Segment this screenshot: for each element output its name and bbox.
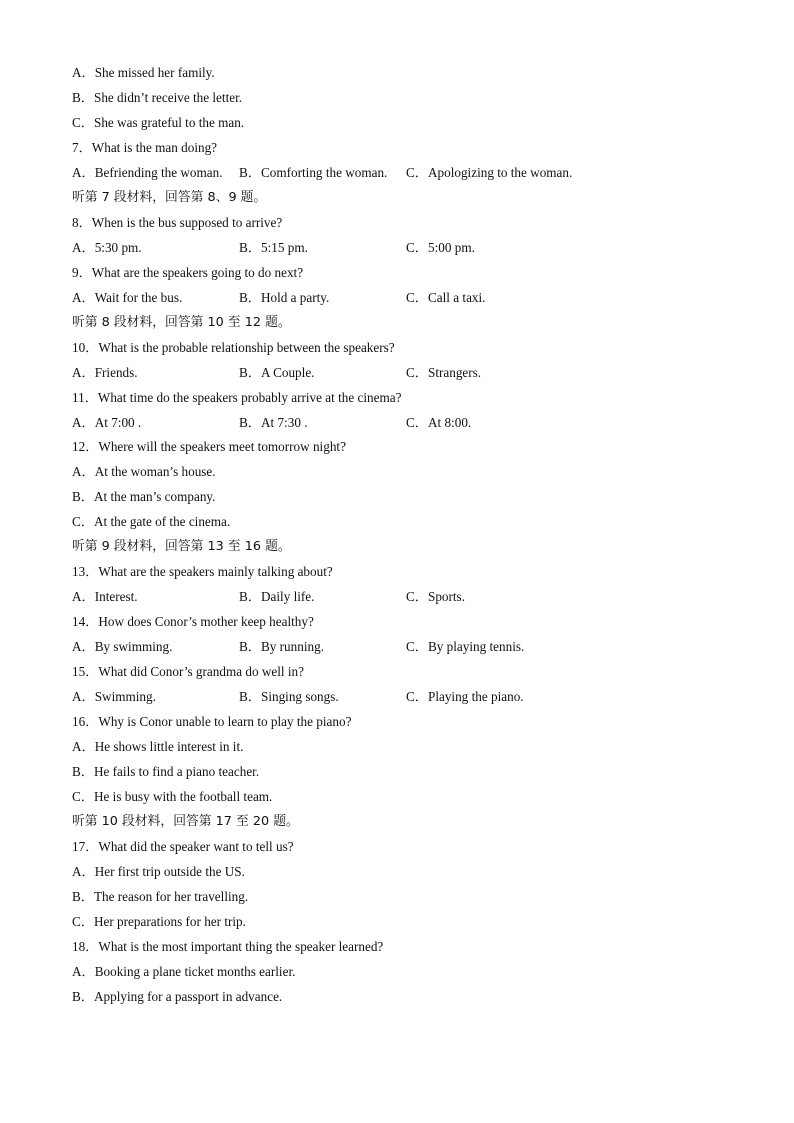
q14-question: 14．How does Conor’s mother keep healthy? [72, 614, 314, 629]
q11-options [72, 410, 752, 435]
q9-options [72, 285, 752, 310]
q15-question: 15．What did Conor’s grandma do well in? [72, 664, 304, 679]
section-header-7: 听第 7 段材料，回答第 8、9 题。 [72, 190, 267, 205]
q9-option-b: B．Hold a party. [239, 290, 330, 305]
section-header-9: 听第 9 段材料，回答第 13 至 16 题。 [72, 539, 291, 554]
q9-option-c: C．Call a taxi. [406, 290, 486, 305]
q11-option-c: C．At 8:00. [406, 415, 472, 430]
q15-options [72, 684, 752, 709]
q10-question: 10．What is the probable relationship between the speakers? [72, 340, 395, 355]
q8-question: 8．When is the bus supposed to arrive? [72, 215, 283, 230]
q12-question: 12．Where will the speakers meet tomorrow night? [72, 439, 346, 454]
q9-question: 9．What are the speakers going to do next? [72, 265, 304, 280]
q13-option-c: C．Sports. [406, 589, 465, 604]
q13-option-b: B．Daily life. [239, 589, 315, 604]
q10-option-b: B．A Couple. [239, 365, 315, 380]
q7-option-c: C．Apologizing to the woman. [406, 165, 573, 180]
q17-option-b: B．The reason for her travelling. [72, 889, 249, 904]
q10-option-c: C．Strangers. [406, 365, 482, 380]
q14-option-b: B．By running. [239, 639, 324, 654]
q7-option-b: B．Comforting the woman. [239, 165, 388, 180]
q14-option-a: A．By swimming. [72, 639, 173, 654]
q8-options [72, 235, 752, 260]
q17-option-a: A．Her first trip outside the US. [72, 864, 245, 879]
q10-option-a: A．Friends. [72, 365, 138, 380]
q15-option-a: A．Swimming. [72, 689, 156, 704]
q8-option-c: C．5:00 pm. [406, 240, 475, 255]
section-header-8: 听第 8 段材料，回答第 10 至 12 题。 [72, 315, 291, 330]
q8-option-a: A．5:30 pm. [72, 240, 142, 255]
q12-option-c: C．At the gate of the cinema. [72, 514, 231, 529]
q15-option-b: B．Singing songs. [239, 689, 339, 704]
q18-question: 18．What is the most important thing the speaker learned? [72, 939, 384, 954]
q10-options [72, 360, 752, 385]
q16-option-c: C．He is busy with the football team. [72, 789, 273, 804]
q17-question: 17．What did the speaker want to tell us? [72, 839, 294, 854]
q18-option-a: A．Booking a plane ticket months earlier. [72, 964, 296, 979]
q16-question: 16．Why is Conor unable to learn to play the piano? [72, 714, 352, 729]
q13-question: 13．What are the speakers mainly talking about? [72, 564, 333, 579]
q13-options [72, 584, 752, 609]
q13-option-a: A．Interest. [72, 589, 138, 604]
q7-question: 7．What is the man doing? [72, 140, 218, 155]
q18-option-b: B．Applying for a passport in advance. [72, 989, 283, 1004]
q11-option-a: A．At 7:00 . [72, 415, 142, 430]
q7-options [72, 160, 752, 185]
q7-option-a: A．Befriending the woman. [72, 165, 223, 180]
q16-option-b: B．He fails to find a piano teacher. [72, 764, 260, 779]
q16-option-a: A．He shows little interest in it. [72, 739, 244, 754]
q12-option-a: A．At the woman’s house. [72, 464, 216, 479]
q9-option-a: A．Wait for the bus. [72, 290, 183, 305]
q6-option-a: A．She missed her family. [72, 65, 215, 80]
q12-option-b: B．At the man’s company. [72, 489, 216, 504]
q15-option-c: C．Playing the piano. [406, 689, 524, 704]
q11-question: 11．What time do the speakers probably arrive at the cinema? [72, 390, 402, 405]
q14-option-c: C．By playing tennis. [406, 639, 525, 654]
q17-option-c: C．Her preparations for her trip. [72, 914, 246, 929]
q14-options [72, 634, 752, 659]
q8-option-b: B．5:15 pm. [239, 240, 308, 255]
q11-option-b: B．At 7:30 . [239, 415, 308, 430]
q6-option-b: B．She didn’t receive the letter. [72, 90, 243, 105]
section-header-10: 听第 10 段材料，回答第 17 至 20 题。 [72, 814, 299, 829]
q6-option-c: C．She was grateful to the man. [72, 115, 245, 130]
